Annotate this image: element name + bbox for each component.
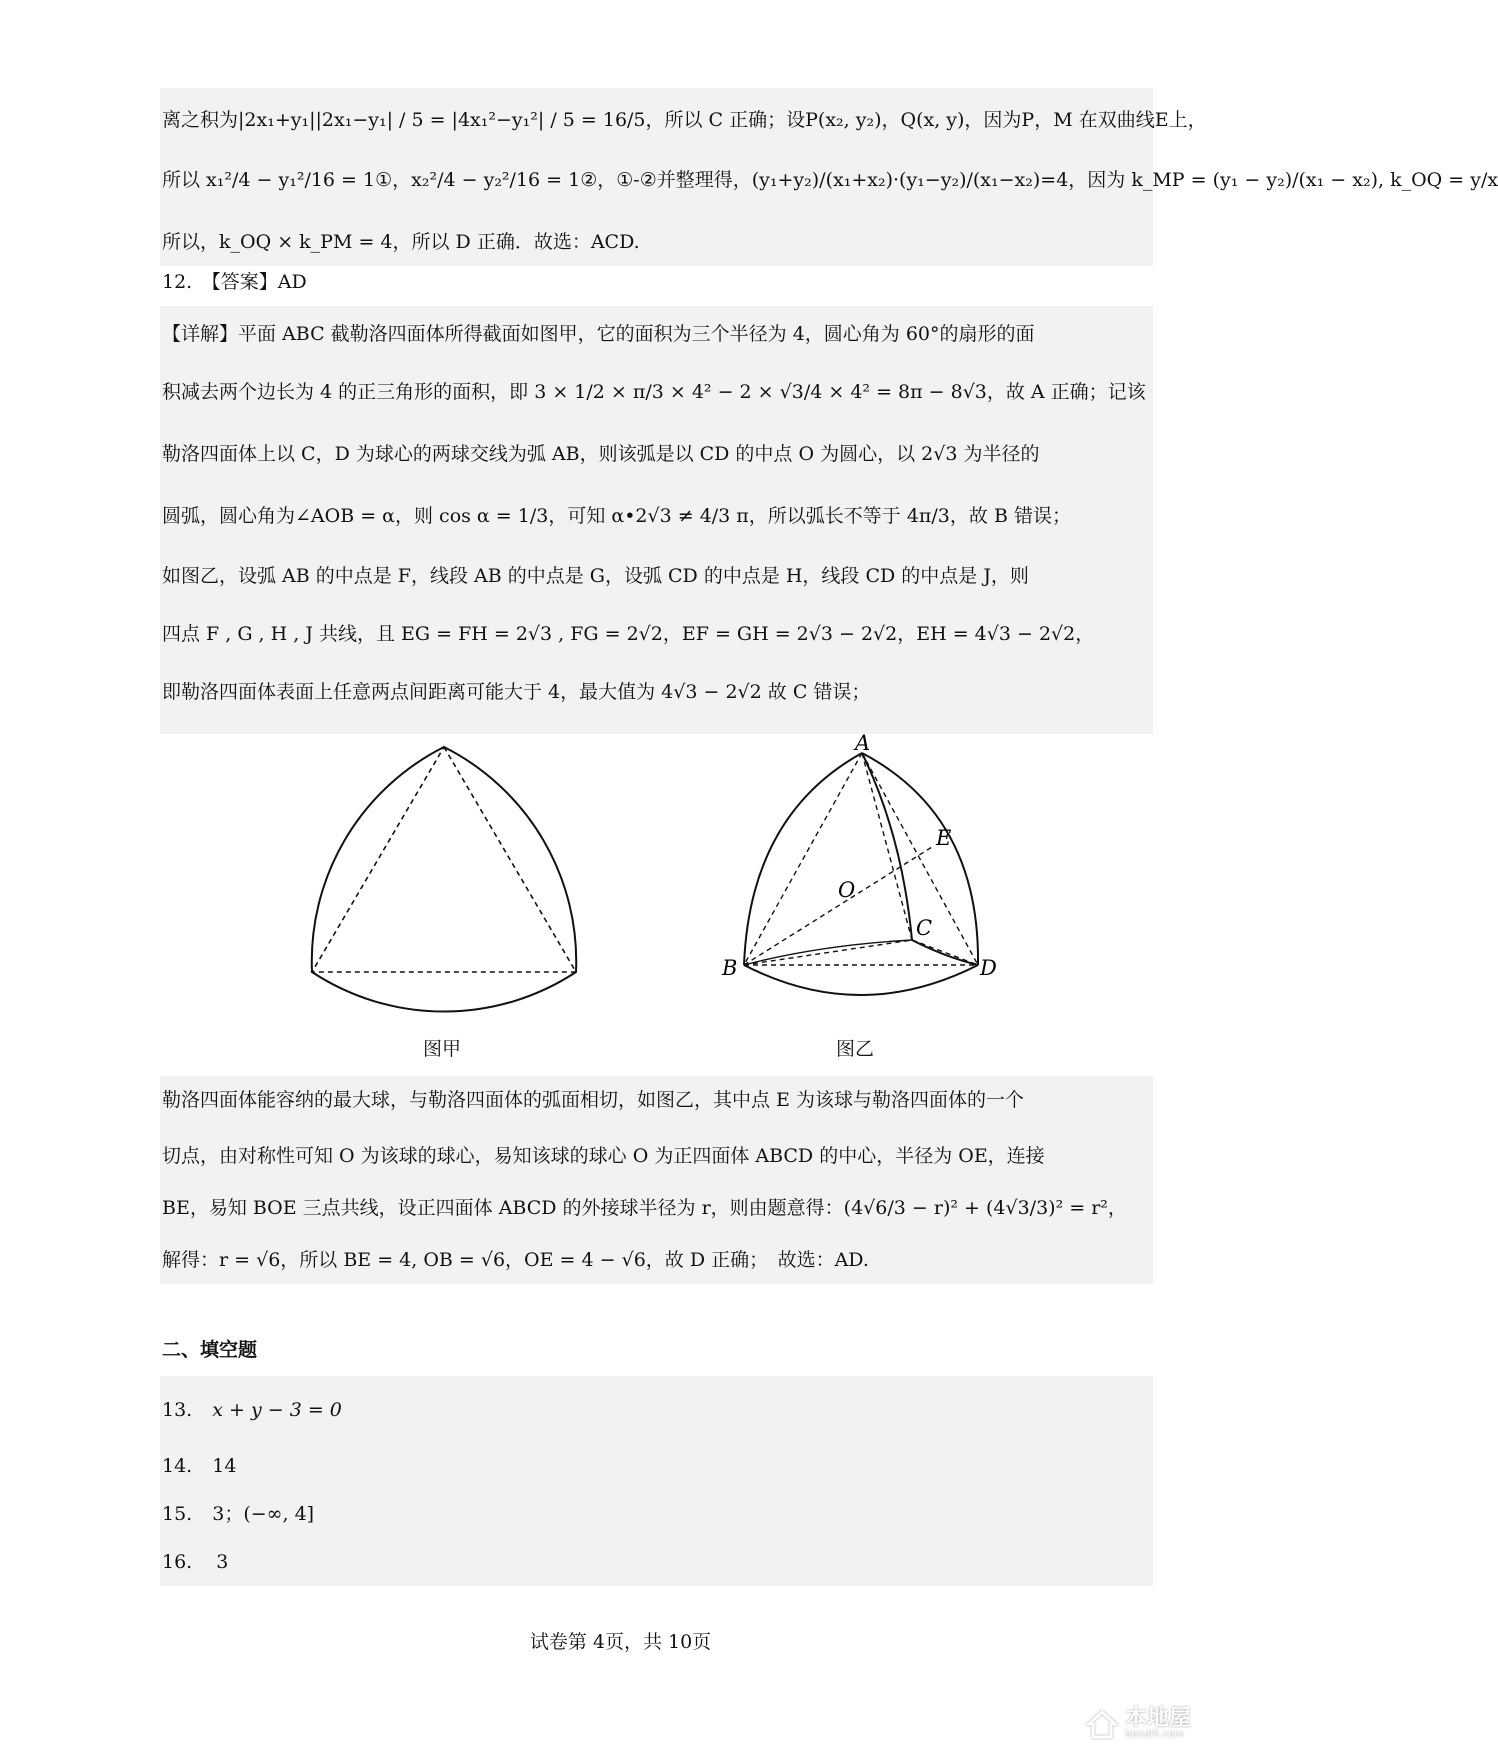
answer-value: 3	[216, 1551, 229, 1573]
label-A: A	[855, 731, 871, 755]
answer-label: 15.	[162, 1503, 193, 1525]
solution-11-continued-block	[160, 88, 1498, 266]
solution-line: 勒洛四面体能容纳的最大球，与勒洛四面体的弧面相切，如图乙，其中点 E 为该球与勒洛四面体的一个	[162, 1089, 1024, 1111]
figure-yi-reuleaux-tetrahedron	[720, 731, 1000, 1010]
label-E: E	[936, 826, 952, 850]
q12-answer: 12. 【答案】AD	[162, 271, 307, 293]
solution-line: 离之积为|2x₁+y₁||2x₁−y₁| / 5 = |4x₁²−y₁²| / 5 = 16/5，所以 C 正确；设P(x₂, y₂)，Q(x, y)，因为P，M 在双曲线E上，	[162, 109, 1207, 131]
solution-line: 【详解】平面 ABC 截勒洛四面体所得截面如图甲，它的面积为三个半径为 4，圆心角为 60°的扇形的面	[162, 323, 1035, 345]
solution-line: 如图乙，设弧 AB 的中点是 F，线段 AB 的中点是 G，设弧 CD 的中点是 H，线段 CD 的中点是 J，则	[162, 565, 1029, 587]
fill-in-answers-block	[160, 1376, 1153, 1586]
house-icon	[1085, 1707, 1119, 1741]
page-footer: 试卷第 4页，共 10页	[529, 1631, 712, 1653]
edge-B-C	[744, 940, 912, 965]
section-heading-fill-in: 二、填空题	[162, 1339, 258, 1361]
solution-line: 四点 F , G , H , J 共线，且 EG = FH = 2√3 , FG = 2√2，EF = GH = 2√3 − 2√2，EH = 4√3 − 2√2，	[162, 623, 1095, 645]
answer-row	[160, 1500, 1153, 1528]
solution-line: 解得：r = √6，所以 BE = 4, OB = √6，OE = 4 − √6，故 D 正确； 故选：AD.	[162, 1249, 869, 1271]
solution-12-ball-block	[160, 1076, 1153, 1284]
edge-A-B	[744, 753, 862, 965]
answer-label: 16.	[162, 1551, 193, 1573]
solution-line: 所以，k_OQ × k_PM = 4，所以 D 正确．故选：ACD.	[162, 231, 640, 253]
answer-label: 14.	[162, 1455, 193, 1477]
answer-label: 13.	[162, 1399, 193, 1421]
solution-line: 切点，由对称性可知 O 为该球的球心，易知该球的球心 O 为正四面体 ABCD 的中心，半径为 OE，连接	[162, 1145, 1045, 1167]
figure-yi-caption: 图乙	[836, 1038, 875, 1060]
inscribed-triangle-dashed	[312, 747, 576, 972]
answer-row	[160, 1396, 1153, 1424]
watermark-sub: bendi5.com	[1125, 1729, 1184, 1740]
answer-row	[160, 1548, 1153, 1576]
label-C: C	[916, 916, 933, 940]
answer-value: 3；(−∞, 4]	[212, 1503, 315, 1525]
watermark	[1085, 1700, 1235, 1748]
watermark-text	[1125, 1708, 1191, 1740]
solution-line: 圆弧，圆心角为∠AOB = α，则 cos α = 1/3，可知 α•2√3 ≠ 4/3 π，所以弧长不等于 4π/3，故 B 错误；	[162, 505, 1071, 527]
figure-jia-reuleaux-triangle	[300, 735, 600, 1000]
solution-line: 所以 x₁²/4 − y₁²/16 = 1①，x₂²/4 − y₂²/16 = 1②，①-②并整理得，(y₁+y₂)/(x₁+x₂)·(y₁−y₂)/(x₁−x₂)=4，因为 k_MP = (y₁ − y₂)/(x₁ − x₂), k_OQ = y/x	[162, 169, 1498, 191]
solution-12-detail-block	[160, 306, 1153, 734]
solution-line: BE，易知 BOE 三点共线，设正四面体 ABCD 的外接球半径为 r，则由题意得：(4√6/3 − r)² + (4√3/3)² = r²，	[162, 1197, 1127, 1219]
answer-row	[160, 1452, 1153, 1480]
label-D: D	[980, 956, 997, 980]
label-O: O	[838, 878, 856, 902]
arc-B-D-bottom	[744, 965, 978, 995]
edge-C-D	[912, 940, 978, 965]
watermark-main: 本地屋	[1125, 1706, 1192, 1731]
solution-line: 积减去两个边长为 4 的正三角形的面积，即 3 × 1/2 × π/3 × 4² − 2 × √3/4 × 4² = 8π − 8√3，故 A 正确；记该	[162, 381, 1146, 403]
label-B: B	[722, 956, 738, 980]
figure-jia-caption: 图甲	[423, 1038, 462, 1060]
answer-value: x + y − 3 = 0	[212, 1399, 342, 1421]
solution-line: 即勒洛四面体表面上任意两点间距离可能大于 4，最大值为 4√3 − 2√2 故 C 错误；	[162, 681, 871, 703]
answer-value: 14	[212, 1455, 237, 1477]
solution-line: 勒洛四面体上以 C，D 为球心的两球交线为弧 AB，则该弧是以 CD 的中点 O 为圆心，以 2√3 为半径的	[162, 443, 1040, 465]
